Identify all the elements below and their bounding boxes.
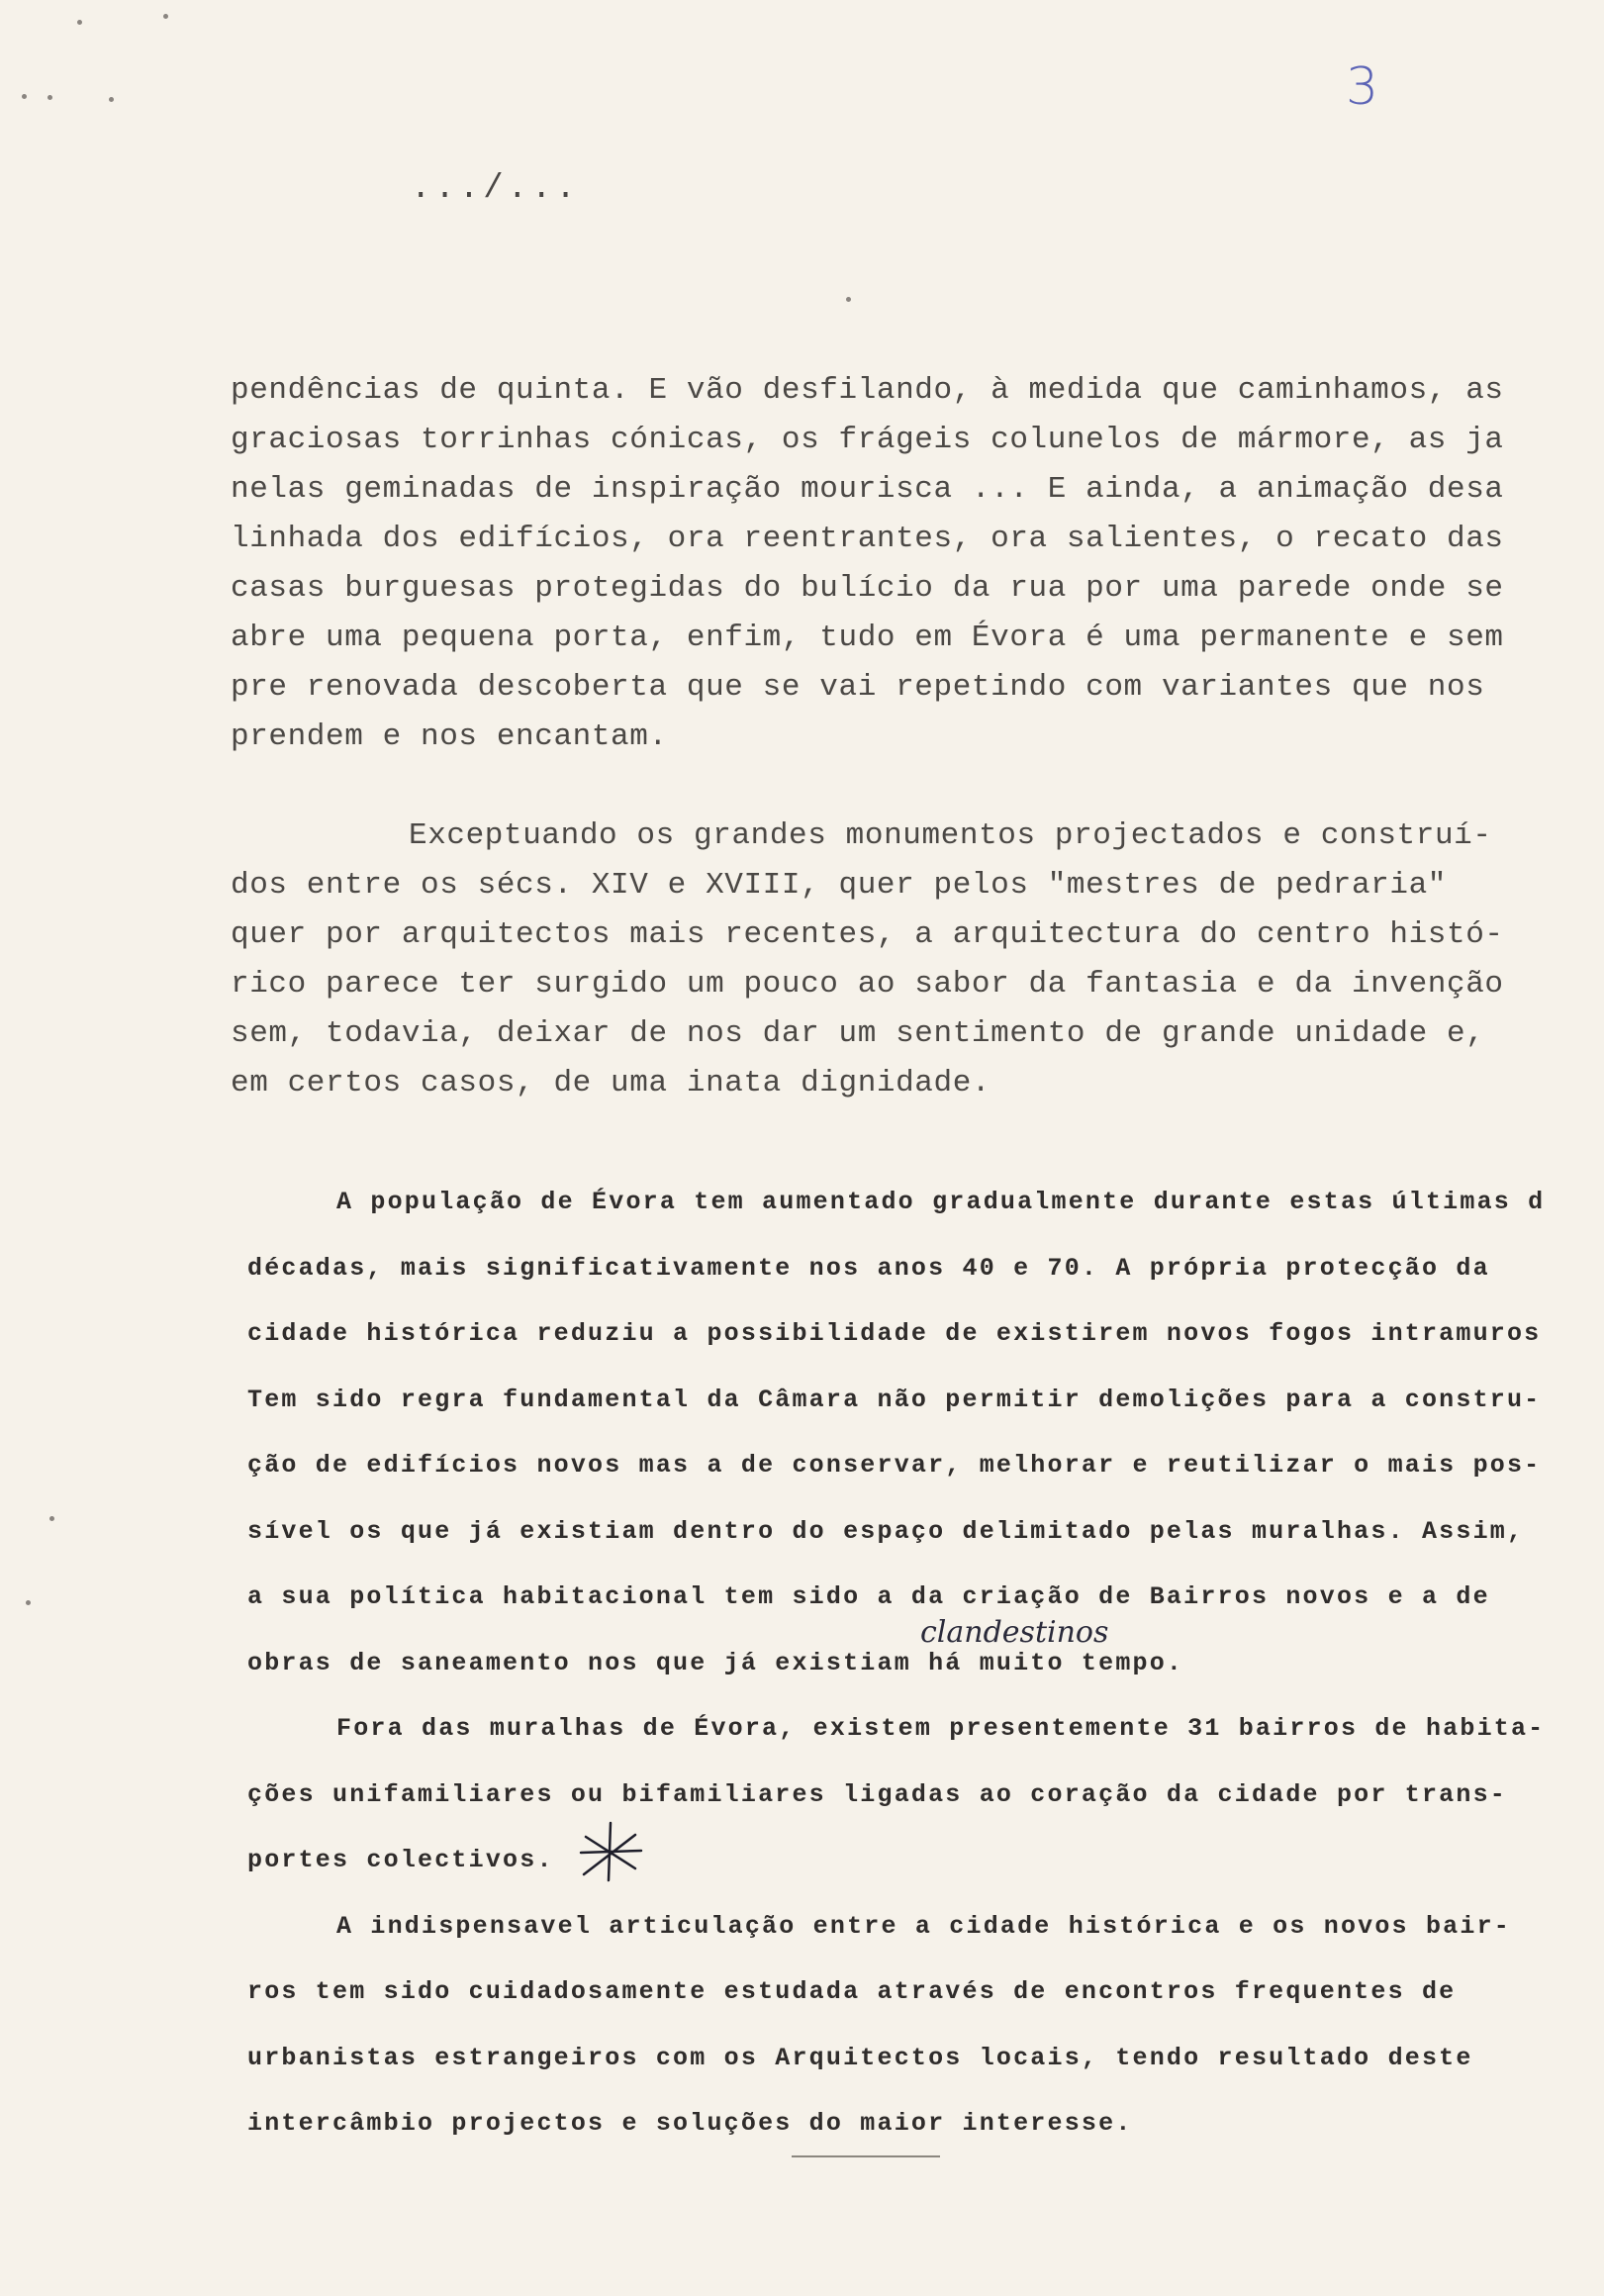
text-line: A população de Évora tem aumentado gradualmente durante estas últimas d	[336, 1188, 1546, 1216]
text-line: Tem sido regra fundamental da Câmara não permitir demolições para a constru-	[247, 1385, 1542, 1414]
blank-line	[231, 762, 1557, 812]
text-line: graciosas torrinhas cónicas, os frágeis colunelos de mármore, as ja	[231, 423, 1504, 457]
text-line: nelas geminadas de inspiração mourisca ... E ainda, a animação desa	[231, 472, 1504, 507]
text-line: urbanistas estrangeiros com os Arquitectos locais, tendo resultado deste	[247, 2043, 1473, 2072]
section-a	[231, 366, 1557, 1108]
text-line: linhada dos edifícios, ora reentrantes, ora salientes, o recato das	[231, 522, 1504, 556]
text-line: sem, todavia, deixar de nos dar um sentimento de grande unidade e,	[231, 1016, 1485, 1051]
text-line: ção de edifícios novos mas a de conservar, melhorar e reutilizar o mais pos-	[247, 1451, 1542, 1480]
text-line: a sua política habitacional tem sido a da criação de Bairros novos e a de	[247, 1582, 1490, 1611]
text-line: intercâmbio projectos e soluções do maior interesse.	[247, 2109, 1133, 2138]
page-number: 3	[1346, 57, 1379, 117]
text-line: ros tem sido cuidadosamente estudada através de encontros frequentes de	[247, 1977, 1457, 2006]
text-line: em certos casos, de uma inata dignidade.	[231, 1066, 991, 1100]
text-line: quer por arquitectos mais recentes, a arquitectura do centro histó-	[231, 917, 1504, 952]
asterisk-mark	[576, 1817, 645, 1886]
text-line: décadas, mais significativamente nos anos 40 e 70. A própria protecção da	[247, 1253, 1490, 1283]
text-line: casas burguesas protegidas do bulício da rua por uma parede onde se	[231, 571, 1504, 606]
handwritten-insert: clandestinos	[920, 1615, 1109, 1650]
text-line: rico parece ter surgido um pouco ao sabor da fantasia e da invenção	[231, 967, 1504, 1002]
text-line: Fora das muralhas de Évora, existem presentemente 31 bairros de habita-	[336, 1714, 1546, 1743]
text-line: pre renovada descoberta que se vai repetindo com variantes que nos	[231, 670, 1485, 705]
section-b	[247, 1170, 1603, 2157]
underline-mark	[792, 2155, 940, 2157]
text-line: dos entre os sécs. XIV e XVIII, quer pelos "mestres de pedraria"	[231, 868, 1447, 903]
text-line: sível os que já existiam dentro do espaço delimitado pelas muralhas. Assim,	[247, 1516, 1525, 1546]
text-line: abre uma pequena porta, enfim, tudo em Évora é uma permanente e sem	[231, 621, 1504, 655]
text-line: obras de saneamento nos que já existiam há muito tempo.	[247, 1648, 1184, 1677]
text-line: cidade histórica reduziu a possibilidade de existirem novos fogos intramuros	[247, 1319, 1542, 1348]
continuation-mark: .../...	[411, 170, 580, 208]
text-line: Exceptuando os grandes monumentos projectados e construí-	[409, 818, 1492, 853]
text-line: A indispensavel articulação entre a cidade histórica e os novos bair-	[336, 1911, 1511, 1941]
text-line: prendem e nos encantam.	[231, 719, 668, 754]
text-line: portes colectivos.	[247, 1846, 554, 1874]
text-line: pendências de quinta. E vão desfilando, à medida que caminhamos, as	[231, 373, 1504, 408]
text-line: ções unifamiliares ou bifamiliares ligadas ao coração da cidade por trans-	[247, 1779, 1507, 1809]
